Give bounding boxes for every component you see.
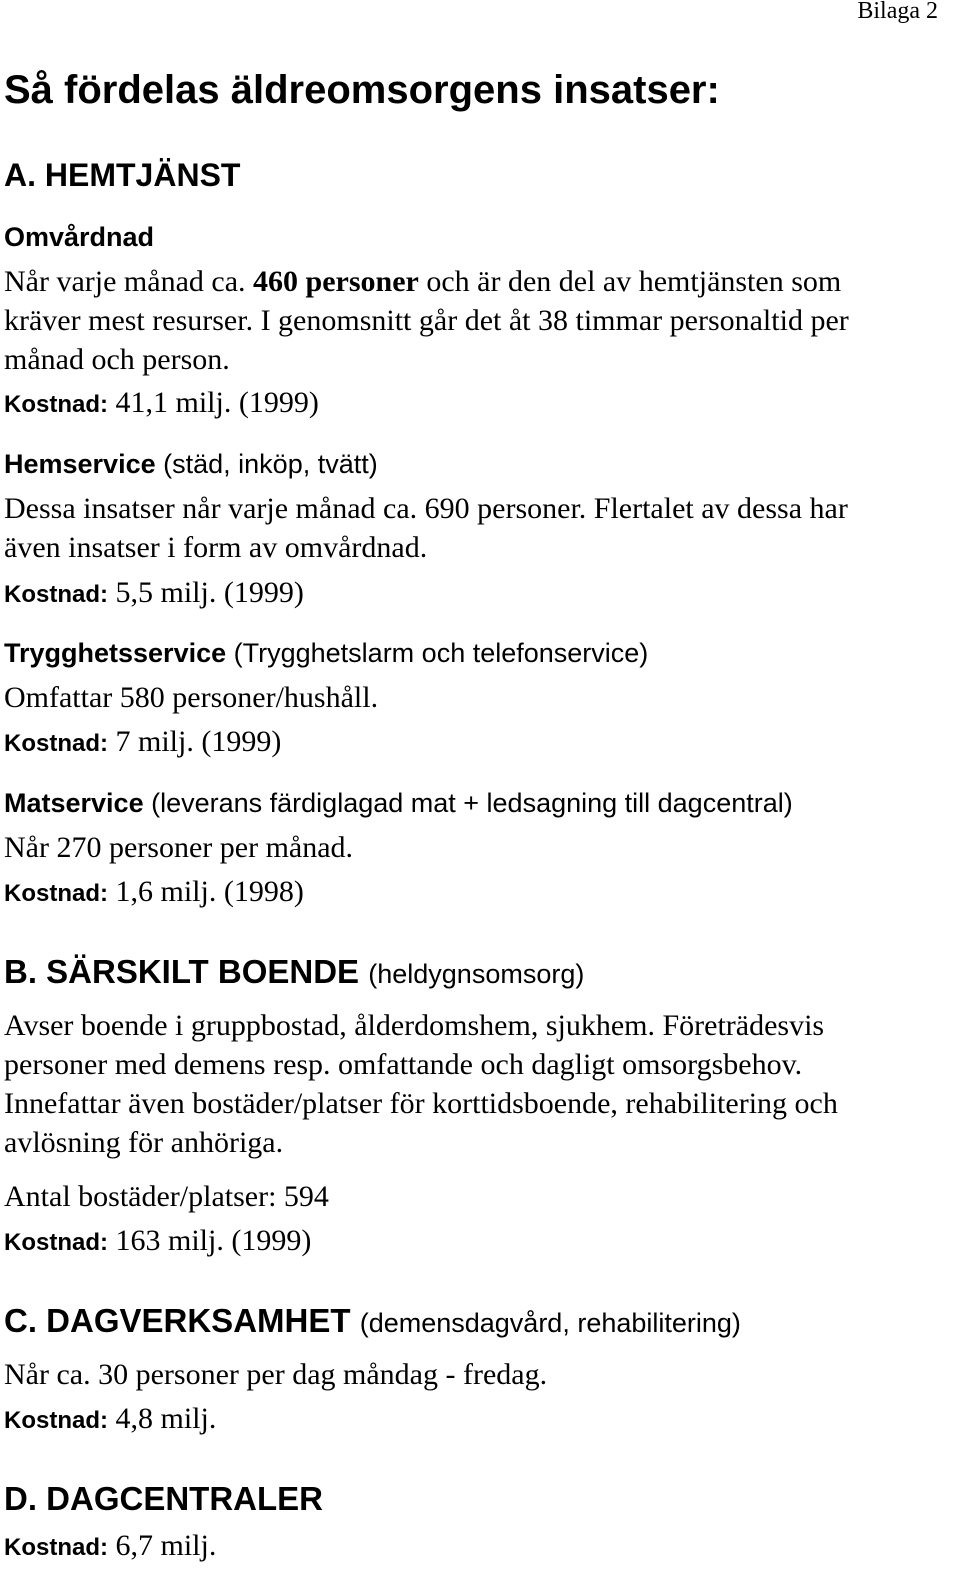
omvardnad-text-line-3: månad och person. [4, 343, 230, 376]
section-b-cost [4, 1224, 311, 1258]
cost-label: Kostnad: [4, 1534, 108, 1561]
trygghetsservice-title-text: Trygghetsservice [4, 638, 227, 668]
omvardnad-text-line-2: kräver mest resurser. I genomsnitt går det åt 38 timmar personaltid per [4, 304, 849, 337]
cost-value: 4,8 milj. [115, 1402, 217, 1435]
cost-value: 41,1 milj. (1999) [115, 386, 319, 419]
matservice-cost [4, 875, 304, 909]
matservice-text-line-1: Når 270 personer per månad. [4, 831, 354, 864]
section-d-heading: D. DAGCENTRALER [4, 1480, 323, 1517]
hemservice-cost [4, 576, 304, 610]
section-b-heading-note: (heldygnsomsorg) [368, 959, 585, 989]
section-c-text-line-1: Når ca. 30 personer per dag måndag - fredag. [4, 1358, 548, 1391]
trygghetsservice-cost [4, 725, 281, 759]
section-b-heading [4, 953, 584, 991]
section-b-text-line-4: avlösning för anhöriga. [4, 1126, 284, 1159]
section-c-cost [4, 1402, 216, 1436]
hemservice-title-note: (städ, inköp, tvätt) [163, 449, 378, 479]
omvardnad-cost [4, 386, 319, 420]
matservice-title-text: Matservice [4, 788, 144, 818]
cost-value: 5,5 milj. (1999) [115, 576, 304, 609]
cost-label: Kostnad: [4, 581, 108, 608]
cost-label: Kostnad: [4, 1407, 108, 1434]
cost-value: 6,7 milj. [115, 1529, 217, 1562]
trygghetsservice-title [4, 638, 648, 669]
trygghetsservice-text-line-1: Omfattar 580 personer/hushåll. [4, 681, 379, 714]
cost-value: 7 milj. (1999) [115, 725, 282, 758]
section-a-heading: A. HEMTJÄNST [4, 157, 241, 193]
trygghetsservice-title-note: (Trygghetslarm och telefonservice) [233, 638, 649, 668]
section-b-text-line-2: personer med demens resp. omfattande och dagligt omsorgsbehov. [4, 1048, 803, 1081]
section-d-cost [4, 1529, 216, 1563]
section-b-text-line-3: Innefattar även bostäder/platser för korttidsboende, rehabilitering och [4, 1087, 838, 1120]
cost-label: Kostnad: [4, 880, 108, 907]
section-b-places: Antal bostäder/platser: 594 [4, 1180, 329, 1213]
page-title: Så fördelas äldreomsorgens insatser: [4, 68, 720, 112]
cost-label: Kostnad: [4, 391, 108, 418]
section-c-heading [4, 1302, 741, 1340]
cost-label: Kostnad: [4, 1229, 108, 1256]
hemservice-title-text: Hemservice [4, 449, 156, 479]
cost-label: Kostnad: [4, 730, 108, 757]
section-c-heading-text: C. DAGVERKSAMHET [4, 1302, 351, 1339]
section-c-heading-note: (demensdagvård, rehabilitering) [359, 1308, 741, 1338]
omvardnad-text-part: Når varje månad ca. [4, 265, 246, 298]
omvardnad-count: 460 personer [253, 265, 419, 298]
hemservice-text-line-1: Dessa insatser når varje månad ca. 690 personer. Flertalet av dessa har [4, 492, 848, 525]
annex-label: Bilaga 2 [857, 0, 938, 24]
matservice-title [4, 788, 793, 819]
cost-value: 1,6 milj. (1998) [115, 875, 304, 908]
section-b-heading-text: B. SÄRSKILT BOENDE [4, 953, 360, 990]
omvardnad-text-line-1 [4, 262, 841, 301]
section-b-text-line-1: Avser boende i gruppbostad, ålderdomshem, sjukhem. Företrädesvis [4, 1009, 825, 1042]
hemservice-text-line-2: även insatser i form av omvårdnad. [4, 531, 428, 564]
cost-value: 163 milj. (1999) [115, 1224, 312, 1257]
omvardnad-text-part: och är den del av hemtjänsten som [426, 265, 842, 298]
hemservice-title [4, 449, 378, 480]
omvardnad-title: Omvårdnad [4, 222, 155, 252]
matservice-title-note: (leverans färdiglagad mat + ledsagning till dagcentral) [151, 788, 793, 818]
